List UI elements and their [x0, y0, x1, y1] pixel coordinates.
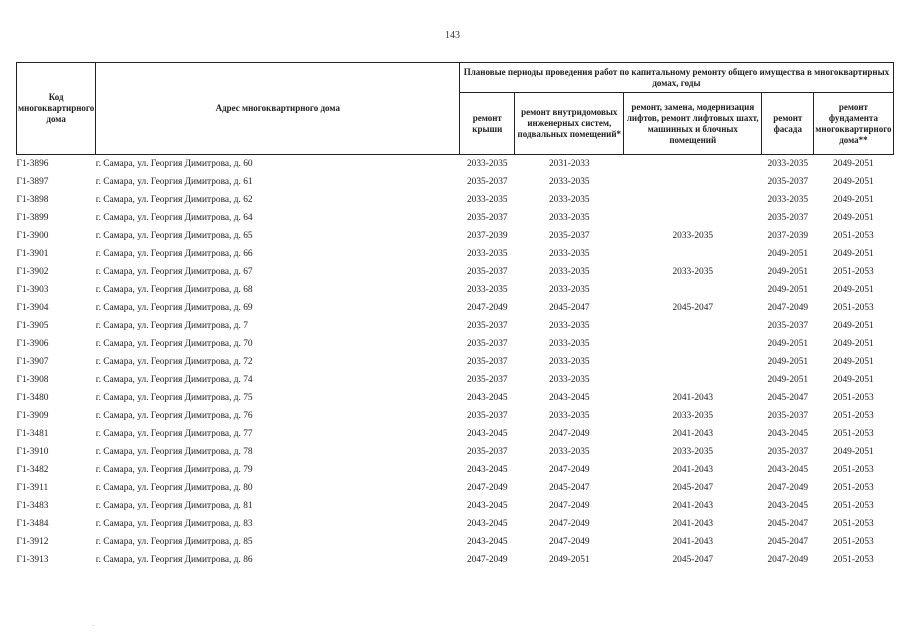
table-row	[17, 479, 894, 497]
cell-roof: 2043-2045	[466, 519, 508, 529]
cell-roof: 2035-2037	[466, 177, 508, 187]
header-code: Код многоквартирного дома	[17, 63, 96, 155]
cell-code: Г1-3909	[16, 411, 49, 421]
cell-roof: 2043-2045	[466, 429, 508, 439]
cell-address: г. Самара, ул. Георгия Димитрова, д. 7	[95, 321, 248, 331]
cell-foundation: 2049-2051	[833, 375, 874, 385]
cell-systems: 2033-2035	[548, 177, 590, 187]
cell-address: г. Самара, ул. Георгия Димитрова, д. 80	[95, 483, 253, 493]
header-periods-group: Плановые периоды проведения работ по капитальному ремонту общего имущества в многоквартирных домах, годы	[460, 63, 893, 93]
cell-systems: 2033-2035	[548, 285, 590, 295]
cell-address: г. Самара, ул. Георгия Димитрова, д. 60	[95, 159, 253, 169]
cell-elevators: 2033-2035	[672, 447, 714, 457]
cell-roof: 2035-2037	[466, 339, 508, 349]
cell-foundation: 2051-2053	[833, 555, 874, 565]
cell-roof: 2035-2037	[466, 213, 508, 223]
cell-elevators: 2045-2047	[672, 555, 714, 565]
cell-address: г. Самара, ул. Георгия Димитрова, д. 74	[95, 375, 253, 385]
cell-code: Г1-3899	[16, 213, 49, 223]
cell-foundation: 2051-2053	[833, 411, 874, 421]
cell-facade: 2043-2045	[767, 465, 809, 475]
cell-foundation: 2051-2053	[833, 393, 874, 403]
cell-elevators: 2041-2043	[672, 393, 714, 403]
cell-elevators: 2033-2035	[672, 267, 714, 277]
cell-facade: 2043-2045	[767, 429, 809, 439]
cell-facade: 2043-2045	[767, 501, 809, 511]
cell-foundation: 2049-2051	[833, 321, 874, 331]
table-row	[17, 515, 894, 533]
cell-elevators: 2045-2047	[672, 483, 714, 493]
cell-code: Г1-3900	[16, 231, 49, 241]
cell-facade: 2047-2049	[767, 483, 809, 493]
cell-facade: 2047-2049	[767, 303, 809, 313]
cell-systems: 2033-2035	[548, 357, 590, 367]
cell-code: Г1-3484	[16, 519, 49, 529]
cell-elevators: 2033-2035	[672, 231, 714, 241]
cell-facade: 2049-2051	[767, 249, 809, 259]
cell-address: г. Самара, ул. Георгия Димитрова, д. 70	[95, 339, 253, 349]
cell-facade: 2049-2051	[767, 339, 809, 349]
cell-foundation: 2051-2053	[833, 231, 874, 241]
cell-systems: 2035-2037	[548, 231, 590, 241]
cell-elevators	[624, 335, 762, 353]
header-roof: ремонт крыши	[460, 93, 515, 155]
table-body	[17, 155, 894, 570]
cell-systems: 2033-2035	[548, 339, 590, 349]
cell-elevators: 2033-2035	[672, 411, 714, 421]
cell-foundation: 2051-2053	[833, 501, 874, 511]
cell-roof: 2033-2035	[466, 249, 508, 259]
cell-code: Г1-3911	[16, 483, 49, 493]
cell-address: г. Самара, ул. Георгия Димитрова, д. 76	[95, 411, 253, 421]
cell-address: г. Самара, ул. Георгия Димитрова, д. 81	[95, 501, 253, 511]
table-row	[17, 281, 894, 299]
cell-foundation: 2049-2051	[833, 339, 874, 349]
cell-foundation: 2049-2051	[833, 177, 874, 187]
cell-roof: 2047-2049	[466, 303, 508, 313]
table-row	[17, 551, 894, 569]
cell-code: Г1-3896	[16, 159, 49, 169]
table-row	[17, 245, 894, 263]
cell-foundation: 2049-2051	[833, 159, 874, 169]
cell-address: г. Самара, ул. Георгия Димитрова, д. 77	[95, 429, 253, 439]
table-row	[17, 353, 894, 371]
scan-mark: ·	[92, 622, 95, 630]
cell-code: Г1-3898	[16, 195, 49, 205]
cell-code: Г1-3910	[16, 447, 49, 457]
table-header	[17, 63, 894, 155]
table-row	[17, 461, 894, 479]
cell-systems: 2043-2045	[548, 393, 590, 403]
cell-facade: 2035-2037	[767, 177, 809, 187]
cell-facade: 2035-2037	[767, 411, 809, 421]
cell-elevators: 2041-2043	[672, 429, 714, 439]
cell-foundation: 2051-2053	[833, 537, 874, 547]
table-row	[17, 317, 894, 335]
cell-roof: 2035-2037	[466, 375, 508, 385]
cell-address: г. Самара, ул. Георгия Димитрова, д. 78	[95, 447, 253, 457]
cell-facade: 2035-2037	[767, 213, 809, 223]
cell-elevators	[624, 209, 762, 227]
cell-code: Г1-3480	[16, 393, 49, 403]
cell-systems: 2033-2035	[548, 249, 590, 259]
cell-roof: 2033-2035	[466, 195, 508, 205]
cell-systems: 2033-2035	[548, 447, 590, 457]
cell-facade: 2049-2051	[767, 267, 809, 277]
header-systems: ремонт внутридомовых инженерных систем, подвальных помещений*	[515, 93, 624, 155]
cell-code: Г1-3897	[16, 177, 49, 187]
cell-address: г. Самара, ул. Георгия Димитрова, д. 72	[95, 357, 253, 367]
cell-address: г. Самара, ул. Георгия Димитрова, д. 62	[95, 195, 253, 205]
cell-address: г. Самара, ул. Георгия Димитрова, д. 61	[95, 177, 253, 187]
cell-elevators	[624, 353, 762, 371]
table-row	[17, 209, 894, 227]
table-row	[17, 227, 894, 245]
cell-systems: 2047-2049	[548, 501, 590, 511]
cell-elevators	[624, 317, 762, 335]
cell-address: г. Самара, ул. Георгия Димитрова, д. 75	[95, 393, 253, 403]
cell-facade: 2049-2051	[767, 357, 809, 367]
cell-elevators	[624, 173, 762, 191]
cell-code: Г1-3482	[16, 465, 49, 475]
cell-code: Г1-3912	[16, 537, 49, 547]
cell-systems: 2045-2047	[548, 483, 590, 493]
cell-code: Г1-3905	[16, 321, 49, 331]
cell-elevators	[624, 371, 762, 389]
table-row	[17, 407, 894, 425]
cell-roof: 2043-2045	[466, 393, 508, 403]
cell-facade: 2045-2047	[767, 519, 809, 529]
cell-foundation: 2049-2051	[833, 195, 874, 205]
cell-systems: 2033-2035	[548, 195, 590, 205]
cell-code: Г1-3483	[16, 501, 49, 511]
cell-roof: 2047-2049	[466, 555, 508, 565]
cell-elevators: 2041-2043	[672, 465, 714, 475]
cell-elevators: 2041-2043	[672, 519, 714, 529]
cell-roof: 2035-2037	[466, 357, 508, 367]
header-facade: ремонт фасада	[762, 93, 814, 155]
cell-foundation: 2051-2053	[833, 483, 874, 493]
cell-foundation: 2049-2051	[833, 447, 874, 457]
cell-roof: 2035-2037	[466, 267, 508, 277]
table-row	[17, 263, 894, 281]
cell-code: Г1-3913	[16, 555, 49, 565]
cell-roof: 2037-2039	[466, 231, 508, 241]
cell-address: г. Самара, ул. Георгия Димитрова, д. 85	[95, 537, 253, 547]
cell-elevators	[624, 281, 762, 299]
table-row	[17, 425, 894, 443]
cell-elevators	[624, 191, 762, 209]
table-row	[17, 173, 894, 191]
cell-elevators	[624, 155, 762, 174]
table-row	[17, 155, 894, 174]
cell-systems: 2033-2035	[548, 267, 590, 277]
cell-systems: 2047-2049	[548, 519, 590, 529]
cell-foundation: 2051-2053	[833, 465, 874, 475]
cell-roof: 2043-2045	[466, 537, 508, 547]
cell-facade: 2035-2037	[767, 447, 809, 457]
header-foundation: ремонт фундамента многоквартирного дома**	[814, 93, 893, 155]
cell-systems: 2033-2035	[548, 213, 590, 223]
cell-roof: 2033-2035	[466, 159, 508, 169]
cell-address: г. Самара, ул. Георгия Димитрова, д. 83	[95, 519, 253, 529]
cell-systems: 2047-2049	[548, 537, 590, 547]
cell-address: г. Самара, ул. Георгия Димитрова, д. 66	[95, 249, 253, 259]
cell-facade: 2035-2037	[767, 321, 809, 331]
cell-code: Г1-3908	[16, 375, 49, 385]
cell-foundation: 2049-2051	[833, 357, 874, 367]
cell-foundation: 2051-2053	[833, 303, 874, 313]
cell-code: Г1-3481	[16, 429, 49, 439]
cell-address: г. Самара, ул. Георгия Димитрова, д. 79	[95, 465, 253, 475]
cell-facade: 2049-2051	[767, 375, 809, 385]
cell-elevators: 2045-2047	[672, 303, 714, 313]
cell-foundation: 2049-2051	[833, 213, 874, 223]
cell-elevators	[624, 245, 762, 263]
cell-roof: 2035-2037	[466, 447, 508, 457]
cell-address: г. Самара, ул. Георгия Димитрова, д. 65	[95, 231, 253, 241]
cell-foundation: 2049-2051	[833, 285, 874, 295]
table-row	[17, 371, 894, 389]
header-address: Адрес многоквартирного дома	[96, 63, 460, 155]
cell-address: г. Самара, ул. Георгия Димитрова, д. 68	[95, 285, 253, 295]
cell-systems: 2033-2035	[548, 375, 590, 385]
cell-facade: 2049-2051	[767, 285, 809, 295]
table-row	[17, 443, 894, 461]
cell-code: Г1-3903	[16, 285, 49, 295]
cell-facade: 2033-2035	[767, 195, 809, 205]
cell-facade: 2033-2035	[767, 159, 809, 169]
page-number: 143	[445, 30, 460, 41]
cell-code: Г1-3906	[16, 339, 49, 349]
cell-facade: 2045-2047	[767, 393, 809, 403]
cell-foundation: 2051-2053	[833, 429, 874, 439]
cell-facade: 2045-2047	[767, 537, 809, 547]
header-elevators: ремонт, замена, модернизация лифтов, ремонт лифтовых шахт, машинных и блочных помещений	[624, 93, 762, 155]
cell-systems: 2049-2051	[548, 555, 590, 565]
cell-address: г. Самара, ул. Георгия Димитрова, д. 86	[95, 555, 253, 565]
cell-roof: 2033-2035	[466, 285, 508, 295]
table-row	[17, 533, 894, 551]
cell-code: Г1-3902	[16, 267, 49, 277]
capital-repair-schedule-table	[16, 62, 894, 569]
cell-address: г. Самара, ул. Георгия Димитрова, д. 69	[95, 303, 253, 313]
cell-address: г. Самара, ул. Георгия Димитрова, д. 64	[95, 213, 253, 223]
cell-facade: 2047-2049	[767, 555, 809, 565]
cell-systems: 2045-2047	[548, 303, 590, 313]
cell-foundation: 2051-2053	[833, 267, 874, 277]
cell-systems: 2033-2035	[548, 411, 590, 421]
cell-roof: 2035-2037	[466, 321, 508, 331]
cell-systems: 2047-2049	[548, 465, 590, 475]
cell-roof: 2047-2049	[466, 483, 508, 493]
cell-roof: 2043-2045	[466, 465, 508, 475]
cell-elevators: 2041-2043	[672, 501, 714, 511]
cell-roof: 2035-2037	[466, 411, 508, 421]
table-row	[17, 497, 894, 515]
table-row	[17, 299, 894, 317]
cell-code: Г1-3904	[16, 303, 49, 313]
cell-roof: 2043-2045	[466, 501, 508, 511]
cell-foundation: 2051-2053	[833, 519, 874, 529]
cell-systems: 2031-2033	[548, 159, 590, 169]
table-row	[17, 191, 894, 209]
table-row	[17, 335, 894, 353]
cell-systems: 2033-2035	[548, 321, 590, 331]
cell-address: г. Самара, ул. Георгия Димитрова, д. 67	[95, 267, 253, 277]
table-row	[17, 389, 894, 407]
cell-code: Г1-3907	[16, 357, 49, 367]
cell-code: Г1-3901	[16, 249, 49, 259]
cell-foundation: 2049-2051	[833, 249, 874, 259]
cell-facade: 2037-2039	[767, 231, 809, 241]
cell-systems: 2047-2049	[548, 429, 590, 439]
cell-elevators: 2041-2043	[672, 537, 714, 547]
